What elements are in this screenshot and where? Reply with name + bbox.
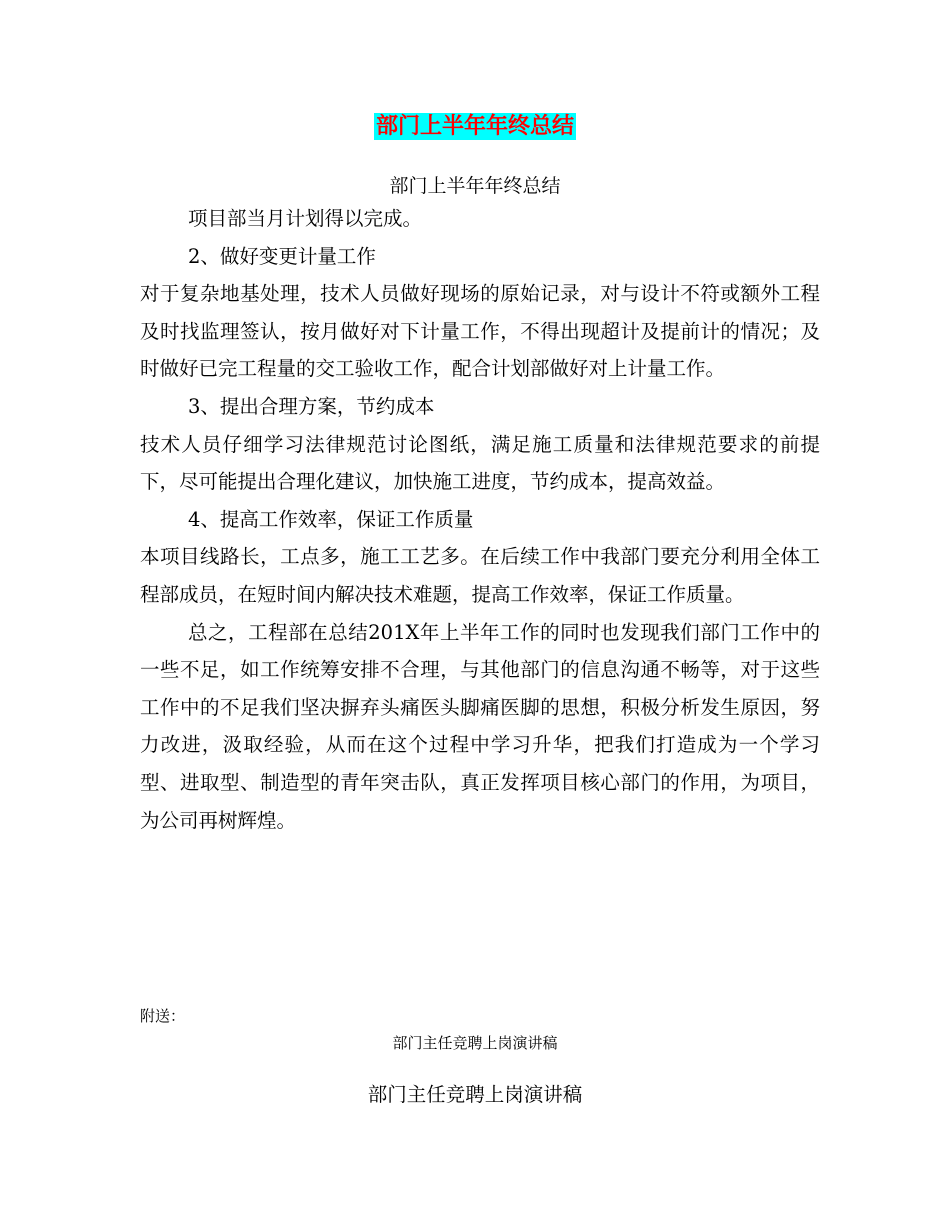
paragraph: 本项目线路长，工点多，施工工艺多。在后续工作中我部门要充分利用全体工程部成员，在短时间内解决技术难题，提高工作效率，保证工作质量。 [140,545,820,606]
section-heading: 3、提出合理方案，节约成本 [188,394,435,418]
attachment-label: 附送： [140,1007,186,1025]
section-heading: 2、做好变更计量工作 [188,244,376,268]
paragraph: 技术人员仔细学习法律规范讨论图纸，满足施工质量和法律规范要求的前提下，尽可能提出合理化建议，加快施工进度，节约成本，提高效益。 [140,432,820,494]
paragraph: 对于复杂地基处理，技术人员做好现场的原始记录，对与设计不符或额外工程及时找监理签认，按月做好对下计量工作，不得出现超计及提前计的情况；及时做好已完工程量的交工验收工作，配合计划部做好对上计量工作。 [140,282,820,381]
document-title [0,112,950,142]
document-body [140,200,820,839]
paragraph: 总之，工程部在总结201X年上半年工作的同时也发现我们部门工作中的一些不足，如工作统筹安排不合理，与其他部门的信息沟通不畅等，对于这些工作中的不足我们坚决摒弃头痛医头脚痛医脚的思想，积极分析发生原因，努力改进，汲取经验，从而在这个过程中学习升华，把我们打造成为一个学习型、进取型、制造型的青年突击队，真正发挥项目核心部门的作用，为项目，为公司再树辉煌。 [140,620,820,832]
document-subtitle: 部门上半年年终总结 [389,175,561,197]
paragraph: 项目部当月计划得以完成。 [188,207,423,230]
attachment-title-small: 部门主任竞聘上岗演讲稿 [392,1034,558,1052]
section-heading: 4、提高工作效率，保证工作质量 [188,507,474,531]
attachment-title-large: 部门主任竞聘上岗演讲稿 [367,1083,583,1106]
document-title-text: 部门上半年年终总结 [375,114,574,139]
